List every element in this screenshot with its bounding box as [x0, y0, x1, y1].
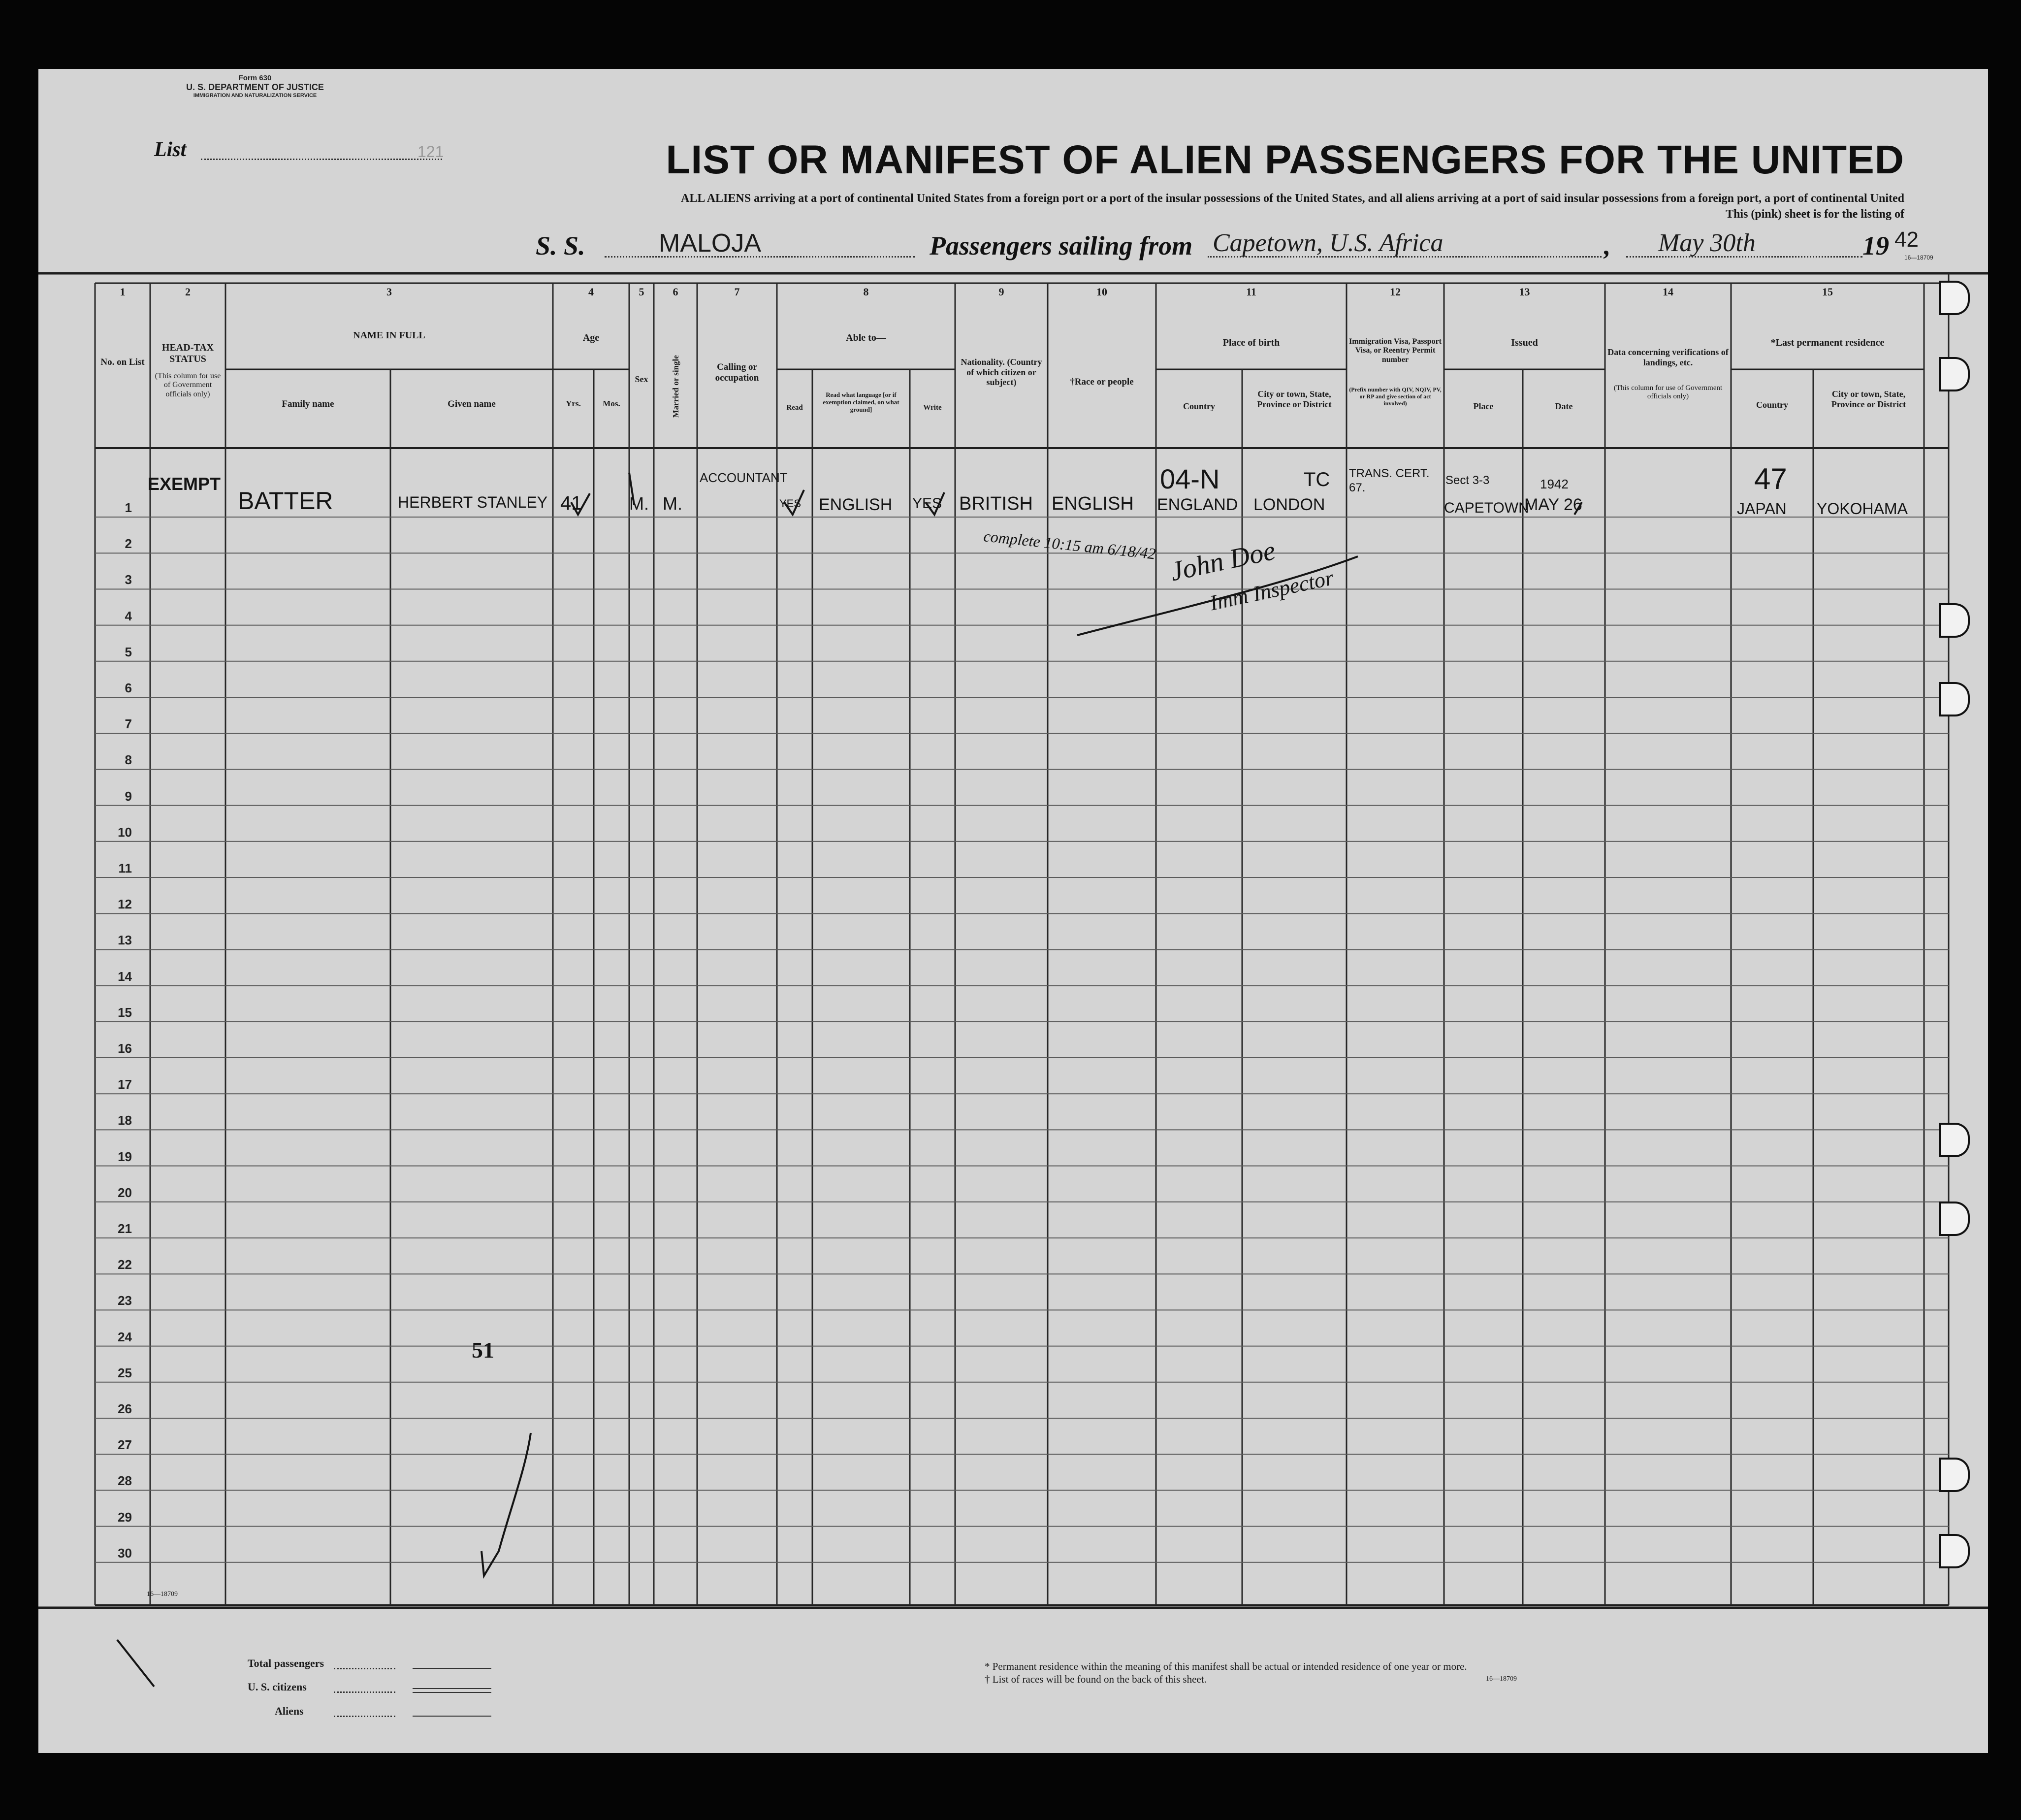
- total-line: [413, 1668, 491, 1669]
- row-number: 29: [118, 1509, 132, 1525]
- row-number: 24: [118, 1329, 132, 1344]
- head-tax-header: HEAD-TAX STATUS: [161, 342, 214, 364]
- entry-race: ENGLISH: [1052, 493, 1134, 514]
- row-number: 16: [118, 1041, 132, 1056]
- col-number-14: 14: [1663, 286, 1673, 298]
- col-number-8: 8: [863, 286, 869, 298]
- departure-date: May 30th: [1658, 229, 1756, 257]
- inspector-signature: John Doe: [1167, 535, 1278, 587]
- entry-res-country: JAPAN: [1737, 500, 1787, 518]
- birth-country-header: Country: [1183, 401, 1215, 411]
- row-number: 5: [125, 644, 132, 659]
- print-code-top: 16—18709: [1904, 254, 1933, 261]
- row-number: 4: [125, 608, 132, 623]
- row-number: 21: [118, 1221, 132, 1236]
- place-of-birth-header: Place of birth: [1222, 337, 1280, 348]
- entry-res-code: 47: [1754, 462, 1787, 495]
- service-name: IMMIGRATION AND NATURALIZATION SERVICE: [193, 93, 317, 98]
- row-number: 7: [125, 716, 132, 732]
- row-number: 23: [118, 1293, 132, 1308]
- row-number: 18: [118, 1113, 132, 1128]
- entry-issued-place: CAPETOWN: [1444, 500, 1529, 516]
- total-dots: [334, 1668, 395, 1669]
- col-number-11: 11: [1246, 286, 1256, 298]
- visa-note: (Prefix number with QIV, NQIV, PV, or RP and give section of act involved): [1349, 386, 1442, 407]
- year-prefix: 19: [1862, 231, 1889, 260]
- col-number-3: 3: [386, 286, 392, 298]
- entry-issued-year: 1942: [1540, 477, 1569, 491]
- entry-language: ENGLISH: [819, 495, 893, 514]
- read-language-header: Read what language [or if exemption claimed, on what ground]: [823, 391, 899, 413]
- last-residence-header: *Last permanent residence: [1770, 337, 1885, 348]
- sailing-label: Passengers sailing from: [930, 231, 1193, 260]
- row-number: 12: [118, 897, 132, 912]
- binder-hole-icon: [1939, 1534, 1970, 1568]
- instruction-line-2: This (pink) sheet is for the listing of: [1726, 208, 1904, 221]
- row-number: 3: [125, 572, 132, 587]
- visa-header: Immigration Visa, Passport Visa, or Reentry Permit number: [1349, 337, 1442, 364]
- entry-birth-code: 04-N: [1160, 463, 1220, 494]
- write-header: Write: [923, 404, 942, 412]
- entry-occupation: ACCOUNTANT: [700, 470, 788, 485]
- table-grid: [38, 69, 1988, 1753]
- given-name-header: Given name: [448, 399, 496, 409]
- binder-hole-icon: [1939, 1458, 1970, 1492]
- binder-hole-icon: [1939, 603, 1970, 638]
- res-country-header: Country: [1756, 400, 1788, 410]
- row-number: 9: [125, 788, 132, 804]
- entry-birth-note: TC: [1304, 469, 1330, 490]
- row-number: 17: [118, 1077, 132, 1092]
- read-header: Read: [786, 404, 803, 412]
- yrs-header: Yrs.: [566, 399, 581, 408]
- head-tax-note: (This column for use of Government officials only): [155, 372, 221, 398]
- col-number-7: 7: [734, 286, 740, 298]
- entry-read: YES: [779, 497, 802, 510]
- issued-date-header: Date: [1555, 401, 1573, 411]
- mos-header: Mos.: [603, 399, 620, 408]
- binder-hole-icon: [1939, 682, 1970, 716]
- col-number-1: 1: [120, 286, 126, 298]
- age-header: Age: [582, 332, 600, 343]
- col-number-2: 2: [185, 286, 191, 298]
- able-to-header: Able to—: [846, 332, 886, 343]
- row-number: 30: [118, 1545, 132, 1560]
- col-number-5: 5: [639, 286, 644, 298]
- citizens-line-2: [413, 1692, 491, 1693]
- inspector-title: Imm Inspector: [1207, 565, 1336, 616]
- entry-given-name: HERBERT STANLEY: [398, 493, 548, 511]
- row-number: 14: [118, 969, 132, 984]
- instruction-line-1: ALL ALIENS arriving at a port of continental United States from a foreign port or a port of the insular possessions of the United States, and all aliens arriving at a port of said insular possessions from a foreign port, a port of continental United: [681, 192, 1904, 205]
- binder-hole-icon: [1939, 357, 1970, 391]
- aliens-line: [413, 1716, 491, 1717]
- entry-birth-city: LONDON: [1253, 495, 1325, 514]
- calling-header: Calling or occupation: [715, 362, 759, 383]
- entry-head-tax: EXEMPT: [148, 474, 221, 494]
- issued-place-header: Place: [1473, 401, 1494, 411]
- entry-issued-date: MAY 26: [1524, 495, 1582, 514]
- col-number-6: 6: [673, 286, 678, 298]
- row-number: 19: [118, 1149, 132, 1164]
- col-number-13: 13: [1519, 286, 1530, 298]
- entry-write: YES: [912, 495, 942, 512]
- row-number: 11: [118, 861, 132, 876]
- row-number: 15: [118, 1005, 132, 1020]
- entry-visa: TRANS. CERT. 67.: [1349, 467, 1430, 494]
- col-number-15: 15: [1822, 286, 1833, 298]
- aliens-dots: [334, 1716, 395, 1717]
- row-number: 2: [125, 536, 132, 552]
- no-on-list-header: No. on List: [100, 357, 145, 367]
- col-number-4: 4: [588, 286, 594, 298]
- departure-port: Capetown, U.S. Africa: [1213, 229, 1444, 257]
- family-name-header: Family name: [282, 399, 334, 409]
- us-citizens-label: U. S. citizens: [248, 1681, 307, 1693]
- form-number: Form 630: [238, 74, 272, 82]
- row-number: 22: [118, 1257, 132, 1272]
- row-number: 8: [125, 752, 132, 768]
- row-number: 25: [118, 1365, 132, 1380]
- col-number-10: 10: [1096, 286, 1107, 298]
- aliens-label: Aliens: [275, 1705, 304, 1717]
- sex-header: Sex: [635, 374, 648, 384]
- ship-name: MALOJA: [659, 229, 762, 258]
- row-number: 20: [118, 1185, 132, 1200]
- row-number: 10: [118, 824, 132, 840]
- issued-header: Issued: [1511, 337, 1538, 348]
- birth-city-header: City or town, State, Province or District: [1257, 389, 1332, 409]
- footnote-races: † List of races will be found on the back of this sheet.: [985, 1673, 1207, 1685]
- entry-family-name: BATTER: [238, 487, 333, 515]
- res-city-header: City or town, State, Province or District: [1831, 389, 1906, 409]
- name-in-full-header: NAME IN FULL: [353, 330, 425, 341]
- ss-label: S. S.: [536, 231, 585, 260]
- verifications-header: Data concerning verifications of landings, etc.: [1607, 347, 1729, 367]
- binder-hole-icon: [1939, 1202, 1970, 1236]
- year-suffix: 42: [1894, 228, 1919, 252]
- race-header: †Race or people: [1070, 377, 1134, 387]
- row-number: 1: [125, 500, 132, 515]
- row-number: 6: [125, 681, 132, 695]
- list-number-faint: 121: [417, 143, 444, 161]
- entry-nationality: BRITISH: [959, 493, 1033, 514]
- col-number-12: 12: [1390, 286, 1401, 298]
- row-number: 27: [118, 1437, 132, 1453]
- total-passengers-label: Total passengers: [248, 1657, 324, 1669]
- entry-married: M.: [663, 493, 682, 514]
- binder-hole-icon: [1939, 1123, 1970, 1157]
- entry-birth-country: ENGLAND: [1157, 495, 1238, 514]
- footer-print-code: 16—18709: [1486, 1675, 1517, 1683]
- comma-separator: ,: [1604, 231, 1611, 260]
- citizens-line-1: [413, 1688, 491, 1689]
- row-number: 13: [118, 933, 132, 948]
- nationality-header: Nationality. (Country of which citizen or subject): [961, 357, 1042, 388]
- page-title: LIST OR MANIFEST OF ALIEN PASSENGERS FOR THE UNITED: [666, 137, 1904, 182]
- married-header: Married or single: [671, 355, 681, 418]
- entry-annotation: complete 10:15 am 6/18/42: [983, 527, 1157, 563]
- department-name: U. S. DEPARTMENT OF JUSTICE: [186, 82, 324, 92]
- citizens-dots: [334, 1691, 395, 1693]
- manifest-sheet: [38, 69, 1988, 1753]
- verifications-note: (This column for use of Government officials only): [1613, 384, 1723, 401]
- col-number-9: 9: [998, 286, 1004, 298]
- bottom-print-code: 16—18709: [147, 1591, 178, 1598]
- row-number: 26: [118, 1401, 132, 1416]
- list-label: List: [154, 138, 187, 161]
- row-number: 28: [118, 1473, 132, 1489]
- entry-age-yrs: 41: [560, 492, 582, 514]
- footnote-residence: * Permanent residence within the meaning of this manifest shall be actual or intended residence of one year or more.: [985, 1660, 1467, 1672]
- entry-issued-place-code: Sect 3-3: [1445, 474, 1490, 487]
- entry-sex: M.: [629, 493, 649, 514]
- binder-hole-icon: [1939, 281, 1970, 315]
- stamp-number: 51: [472, 1337, 494, 1363]
- entry-res-city: YOKOHAMA: [1817, 500, 1908, 518]
